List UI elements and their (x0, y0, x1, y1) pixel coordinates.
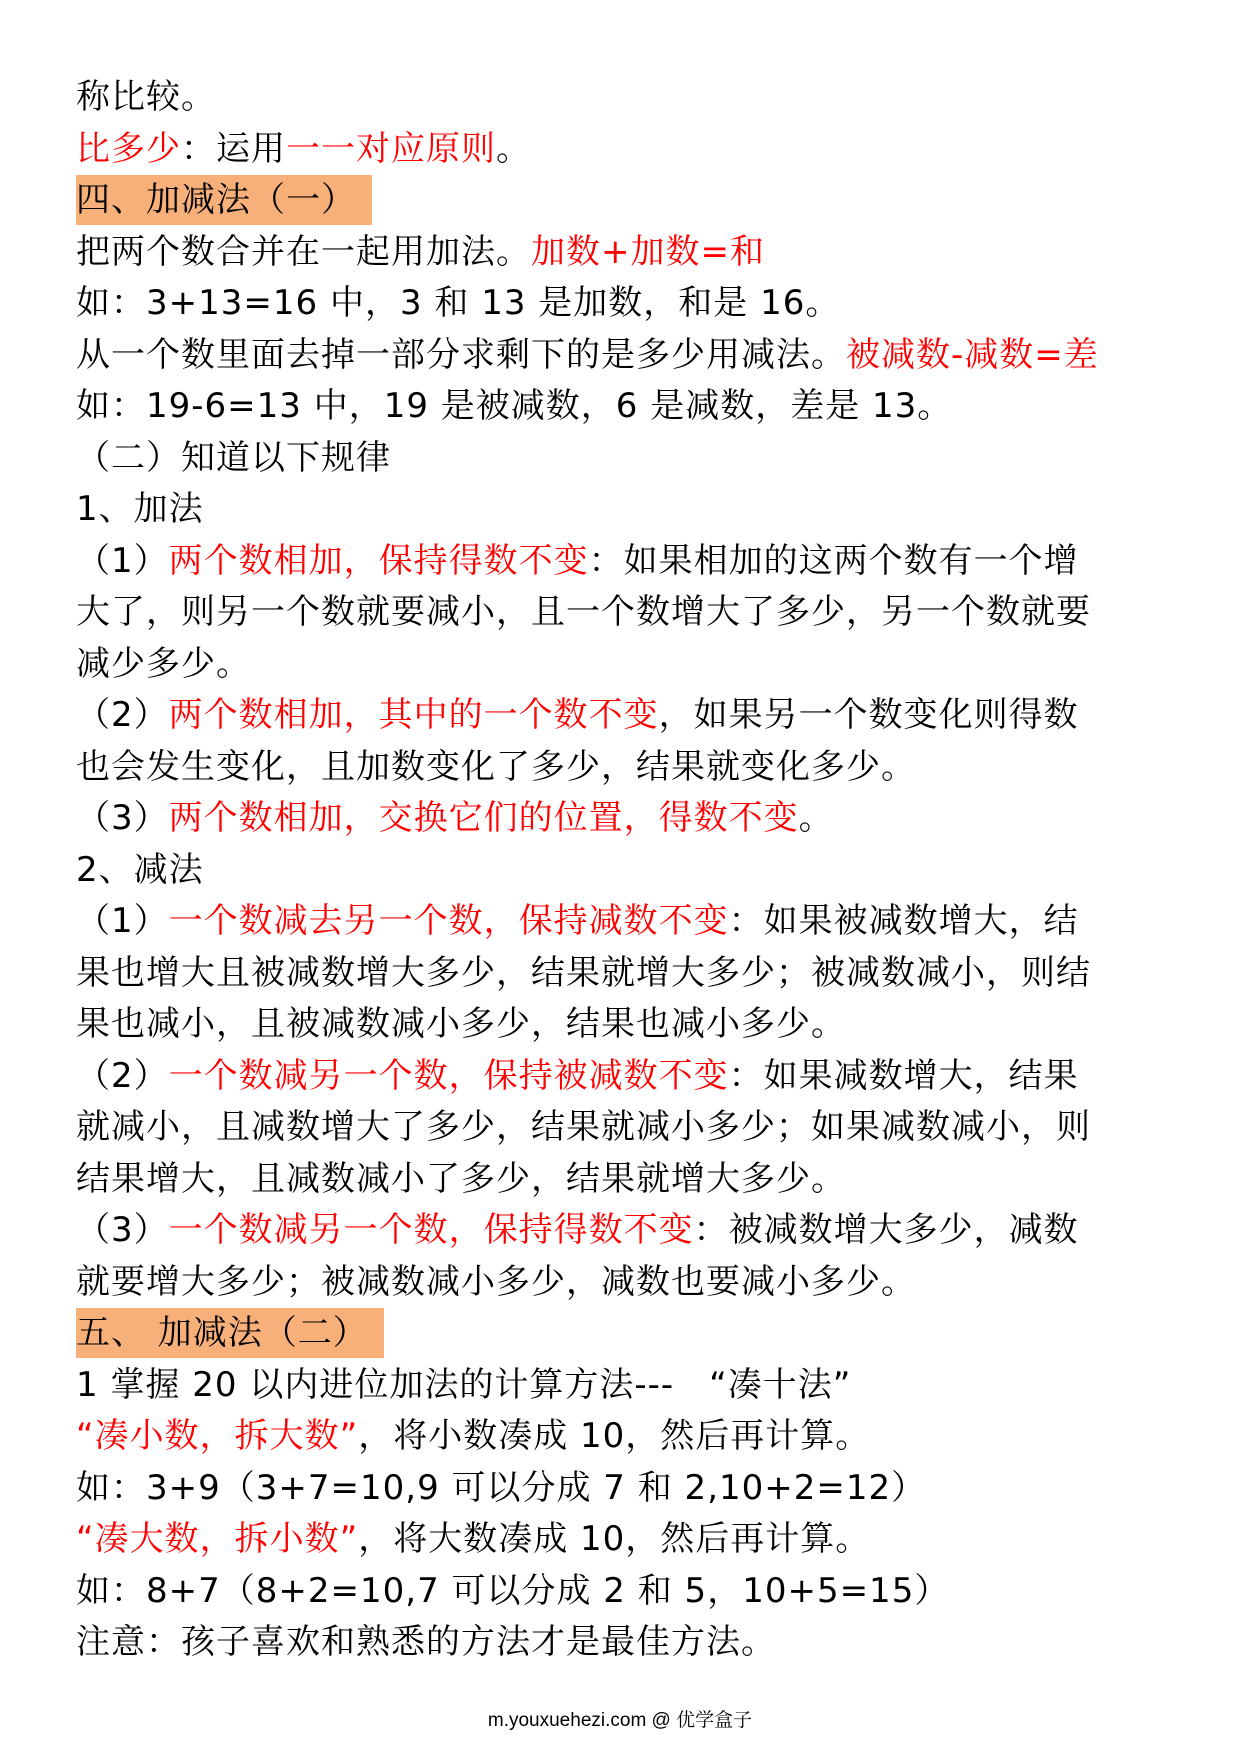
text-line: 就减小，且减数增大了多少，结果就减小多少；如果减数减小，则 (76, 1107, 1091, 1147)
footer-watermark: m.youxuehezi.com @ 优学盒子 (487, 1710, 753, 1731)
text-line: “凑小数，拆大数”，将小数凑成 10，然后再计算。 (76, 1416, 871, 1456)
emphasis-text: 两个数相加，其中的一个数不变 (168, 695, 659, 735)
document-body (76, 72, 1176, 1669)
text-line: “凑大数，拆小数”，将大数凑成 10，然后再计算。 (76, 1519, 871, 1559)
emphasis-text: 一个数减另一个数，保持被减数不变 (168, 1055, 729, 1096)
sub-heading: 2、减法 (76, 849, 204, 890)
text-line: 1 掌握 20 以内进位加法的计算方法--- “凑十法” (76, 1364, 852, 1405)
text-line: 比多少：运用一一对应原则。 (76, 128, 531, 169)
text-line: （1）两个数相加，保持得数不变：如果相加的这两个数有一个增 (76, 540, 1079, 581)
emphasis-text: 被减数-减数=差 (846, 334, 1099, 375)
text-line: 就要增大多少；被减数减小多少，减数也要减小多少。 (76, 1261, 916, 1302)
emphasis-text: 加数+加数=和 (531, 231, 765, 272)
text-line: 从一个数里面去掉一部分求剩下的是多少用减法。被减数-减数=差 (76, 334, 1099, 375)
emphasis-text: 一个数减另一个数，保持得数不变 (168, 1210, 694, 1250)
emphasis-text: 比多少 (76, 128, 181, 169)
text-line: 果也增大且被减数增大多少，结果就增大多少；被减数减小，则结 (76, 952, 1091, 993)
text-line: 把两个数合并在一起用加法。加数+加数=和 (76, 231, 765, 272)
text-line: 也会发生变化，且加数变化了多少，结果就变化多少。 (76, 746, 916, 787)
text-line: 如：19-6=13 中，19 是被减数，6 是减数，差是 13。 (76, 386, 953, 426)
emphasis-text: “凑大数，拆小数” (76, 1519, 359, 1559)
text-line: 结果增大，且减数减小了多少，结果就增大多少。 (76, 1158, 846, 1199)
text-line: （3）两个数相加，交换它们的位置，得数不变。 (76, 798, 834, 838)
heading-highlight: 四、加减法（一） (76, 175, 372, 225)
text-line: 如：3+13=16 中，3 和 13 是加数，和是 16。 (76, 283, 841, 323)
sub-heading: 1、加法 (76, 489, 204, 529)
emphasis-text: 一个数减去另一个数，保持减数不变 (168, 901, 729, 941)
text-line: （1）一个数减去另一个数，保持减数不变：如果被减数增大，结 (76, 901, 1079, 941)
emphasis-text: 两个数相加，交换它们的位置，得数不变 (168, 798, 799, 838)
section-heading (76, 1308, 1176, 1360)
text-line: 称比较。 (76, 77, 216, 117)
text-line: 如：8+7（8+2=10,7 可以分成 2 和 5，10+5=15） (76, 1570, 950, 1611)
text-line: 果也减小，且被减数减小多少，结果也减小多少。 (76, 1004, 846, 1044)
text-line: （2）一个数减另一个数，保持被减数不变：如果减数增大，结果 (76, 1055, 1079, 1096)
emphasis-text: “凑小数，拆大数” (76, 1416, 359, 1456)
section-heading (76, 175, 1176, 227)
text-line: 注意：孩子喜欢和熟悉的方法才是最佳方法。 (76, 1622, 776, 1662)
sub-heading: （二）知道以下规律 (76, 437, 391, 478)
text-line: 大了，则另一个数就要减小，且一个数增大了多少，另一个数就要 (76, 592, 1091, 632)
emphasis-text: 一一对应原则 (286, 128, 496, 169)
text-line: 如：3+9（3+7=10,9 可以分成 7 和 2,10+2=12） (76, 1467, 927, 1508)
heading-highlight: 五、 加减法（二） (76, 1308, 384, 1358)
text-line: 减少多少。 (76, 643, 251, 684)
emphasis-text: 两个数相加，保持得数不变 (168, 540, 589, 581)
text-line: （3）一个数减另一个数，保持得数不变：被减数增大多少，减数 (76, 1210, 1079, 1250)
text-line: （2）两个数相加，其中的一个数不变，如果另一个数变化则得数 (76, 695, 1079, 735)
